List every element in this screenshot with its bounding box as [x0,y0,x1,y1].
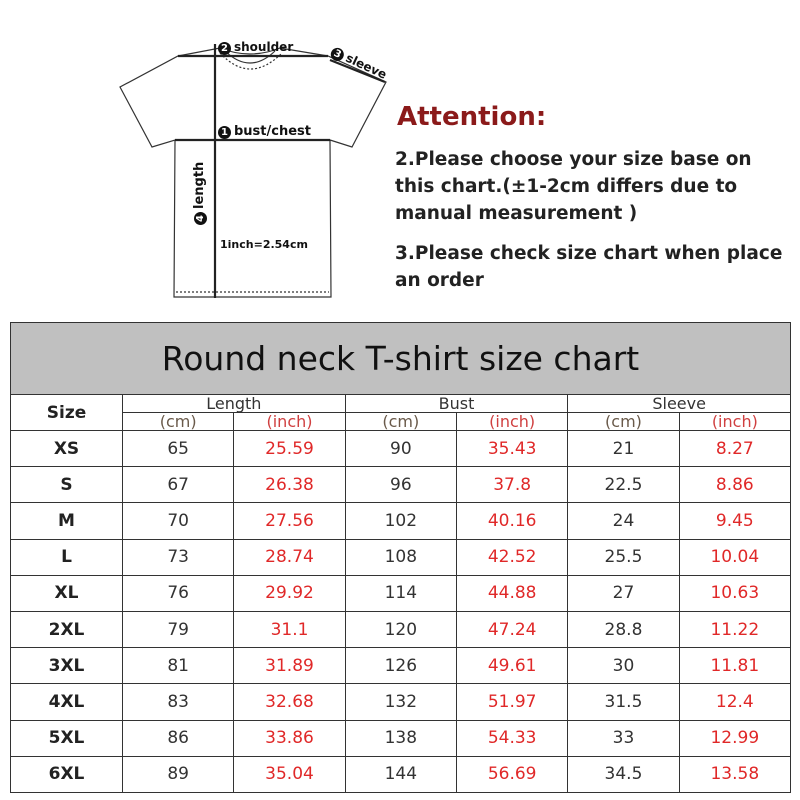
sleeve-inch-cell: 13.58 [679,756,790,792]
unit-inch: (inch) [679,413,790,431]
bust-inch-cell: 56.69 [456,756,567,792]
bust-inch-cell: 37.8 [456,467,567,503]
sleeve-inch-cell: 10.63 [679,575,790,611]
attention-title: Attention: [397,102,547,132]
bust-inch-cell: 44.88 [456,575,567,611]
number-badge: 4 [194,212,207,225]
bust-cm-cell: 138 [345,720,456,756]
length-inch-cell: 29.92 [234,575,345,611]
bust-cm-cell: 90 [345,431,456,467]
sleeve-cm-cell: 34.5 [568,756,679,792]
sleeve-cm-cell: 33 [568,720,679,756]
sleeve-inch-cell: 12.99 [679,720,790,756]
sleeve-cm-cell: 30 [568,648,679,684]
sleeve-cm-cell: 25.5 [568,539,679,575]
length-cm-cell: 76 [123,575,234,611]
sleeve-text: sleeve [343,50,389,82]
table-row [11,539,791,575]
bust-cm-cell: 102 [345,503,456,539]
table-row [11,684,791,720]
size-cell: M [11,503,123,539]
conversion-note: 1inch=2.54cm [220,238,308,251]
sleeve-cm-cell: 21 [568,431,679,467]
unit-cm: (cm) [568,413,679,431]
bust-inch-cell: 42.52 [456,539,567,575]
tshirt-outline-icon [100,30,400,300]
length-inch-cell: 32.68 [234,684,345,720]
length-inch-cell: 26.38 [234,467,345,503]
bust-cm-cell: 120 [345,611,456,647]
bust-cm-cell: 108 [345,539,456,575]
bust-text: bust/chest [234,124,311,139]
length-cm-cell: 83 [123,684,234,720]
bust-inch-cell: 51.97 [456,684,567,720]
length-inch-cell: 28.74 [234,539,345,575]
bust-cm-cell: 96 [345,467,456,503]
sleeve-inch-cell: 11.22 [679,611,790,647]
shoulder-text: shoulder [234,40,294,54]
size-cell: L [11,539,123,575]
table-row [11,467,791,503]
length-cm-cell: 81 [123,648,234,684]
sleeve-inch-cell: 11.81 [679,648,790,684]
size-chart-table [10,322,791,793]
number-badge: 2 [218,42,231,55]
sleeve-cm-cell: 31.5 [568,684,679,720]
bust-inch-cell: 54.33 [456,720,567,756]
bust-cm-cell: 126 [345,648,456,684]
length-cm-cell: 65 [123,431,234,467]
number-badge: 1 [218,126,231,139]
bust-inch-cell: 40.16 [456,503,567,539]
table-row [11,611,791,647]
size-cell: 5XL [11,720,123,756]
size-cell: 4XL [11,684,123,720]
bust-inch-cell: 49.61 [456,648,567,684]
sleeve-inch-cell: 12.4 [679,684,790,720]
bust-header: Bust [345,395,568,413]
bust-cm-cell: 114 [345,575,456,611]
table-title: Round neck T-shirt size chart [11,323,791,395]
sleeve-cm-cell: 22.5 [568,467,679,503]
bust-cm-cell: 132 [345,684,456,720]
length-cm-cell: 70 [123,503,234,539]
bust-inch-cell: 35.43 [456,431,567,467]
table-row [11,648,791,684]
bust-cm-cell: 144 [345,756,456,792]
size-cell: XS [11,431,123,467]
length-inch-cell: 31.1 [234,611,345,647]
length-cm-cell: 86 [123,720,234,756]
sleeve-cm-cell: 28.8 [568,611,679,647]
size-cell: S [11,467,123,503]
length-cm-cell: 67 [123,467,234,503]
sleeve-inch-cell: 8.86 [679,467,790,503]
size-cell: 6XL [11,756,123,792]
sleeve-cm-cell: 24 [568,503,679,539]
unit-inch: (inch) [456,413,567,431]
unit-cm: (cm) [123,413,234,431]
bust-label [218,124,311,139]
table-row [11,575,791,611]
length-inch-cell: 25.59 [234,431,345,467]
length-text: length [192,161,207,209]
sleeve-header: Sleeve [568,395,791,413]
size-cell: XL [11,575,123,611]
length-label [192,162,207,225]
length-cm-cell: 89 [123,756,234,792]
size-header: Size [11,395,123,431]
length-inch-cell: 33.86 [234,720,345,756]
table-row [11,431,791,467]
sleeve-cm-cell: 27 [568,575,679,611]
note-3: 3.Please check size chart when place an order [395,243,783,291]
unit-cm: (cm) [345,413,456,431]
table-row [11,720,791,756]
note-2: 2.Please choose your size base on this chart.(±1-2cm differs due to manual measurement ) [395,149,752,224]
length-inch-cell: 35.04 [234,756,345,792]
length-inch-cell: 31.89 [234,648,345,684]
unit-inch: (inch) [234,413,345,431]
length-header: Length [123,395,346,413]
size-cell: 2XL [11,611,123,647]
table-row [11,503,791,539]
sleeve-inch-cell: 9.45 [679,503,790,539]
size-cell: 3XL [11,648,123,684]
number-badge: 3 [329,46,346,63]
length-cm-cell: 79 [123,611,234,647]
length-cm-cell: 73 [123,539,234,575]
length-inch-cell: 27.56 [234,503,345,539]
sleeve-inch-cell: 8.27 [679,431,790,467]
bust-inch-cell: 47.24 [456,611,567,647]
sleeve-inch-cell: 10.04 [679,539,790,575]
tshirt-diagram [100,30,400,300]
table-row [11,756,791,792]
shoulder-label [218,40,293,55]
